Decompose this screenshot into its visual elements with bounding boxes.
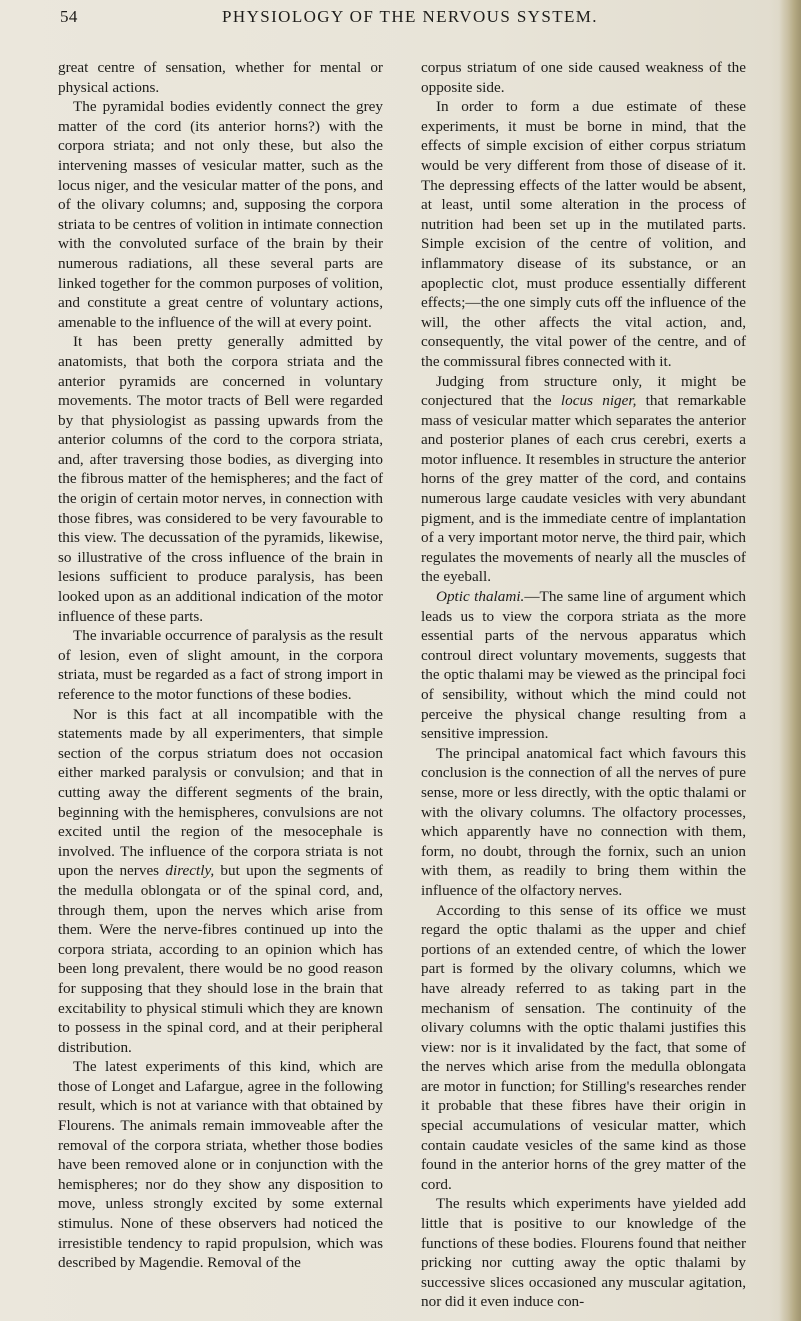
right-column (421, 58, 746, 1312)
page-header (60, 7, 760, 33)
text-run: Nor is this fact at all incompatible with the statements made by all experimenters, that simple section of the corpus striatum does not occasion either marked paralysis or convulsion; and that in cutting away the different segments of the brain, beginning with the hemispheres, convulsions are not excited until the region of the mesocephale is involved. The influence of the corpora striata is not upon the nerves (58, 705, 383, 880)
paragraph: The principal anatomical fact which favours this conclusion is the connection of all the nerves of pure sense, more or less directly, with the optic thalami or with the olivary columns. The olfactory processes, which apparently have no connection with them, form, no doubt, through the fornix, such an union with them, as readily to bring them within the influence of the olfactory nerves. (421, 744, 746, 899)
paragraph: The results which experiments have yielded add little that is positive to our knowledge of the functions of these bodies. Flourens found that neither pricking nor cutting away the optic thalami by successive slices occasioned any muscular agitation, nor did it even induce con- (421, 1195, 746, 1311)
paragraph (421, 372, 746, 588)
text-run: but upon the segments of the medulla oblongata or of the spinal cord, and, through them, upon the nerves which arise from them. Were the nerve-fibres continued up into the corpora striata, according to an opinion which has been long prevalent, there would be no good reason for supposing that they should lose in the brain that excitability to physical stimuli which they are known to possess in the spinal cord, and at their peripheral distribution. (58, 862, 383, 1056)
paragraph (421, 587, 746, 744)
section-heading-italic: Optic thalami. (436, 588, 525, 606)
paragraph: corpus striatum of one side caused weakness of the opposite side. (421, 59, 746, 96)
paragraph (58, 705, 383, 1058)
paragraph: According to this sense of its office we must regard the optic thalami as the upper and chief portions of an extended centre, of which the lower part is formed by the olivary columns, which we have already referred to as taking part in the mechanism of sensation. The continuity of the olivary columns with the optic thalami justifies this view: nor is it invalidated by the fact, that some of the nerves which arise from the medulla oblongata are motor in function; for Stilling's researches render it probable that these fibres have their origin in special accumulations of vesicular matter, which contain caudate vesicles of the same kind as those found in the anterior horns of the grey matter of the cord. (421, 901, 746, 1193)
paragraph: great centre of sensation, whether for mental or physical actions. (58, 59, 383, 96)
text-run: that remarkable mass of vesicular matter which separates the anterior and posterior planes of each crus cerebri, exerts a motor influence. It resembles in structure the anterior horns of the grey matter of the cord, and contains numerous large caudate vesicles with very abundant pigment, and is the immediate centre of implantation of a very important motor nerve, the third pair, which regulates the movements of nearly all the muscles of the eyeball. (421, 392, 746, 586)
paragraph: The invariable occurrence of paralysis as the result of lesion, even of slight amount, in the corpora striata, must be regarded as a fact of strong import in reference to the motor functions of these bodies. (58, 627, 383, 703)
italic-text: locus niger, (560, 392, 637, 410)
italic-text: directly, (165, 862, 215, 880)
page-number: 54 (60, 7, 78, 26)
text-run: —The same line of argument which leads us to view the corpora striata as the more essential parts of the nervous apparatus which controul direct voluntary movements, suggests that the optic thalami may be viewed as the principal foci of sensibility, without which the mind could not perceive the physical change resulting from a sensitive impression. (421, 588, 747, 743)
left-column (58, 58, 383, 1273)
running-title: PHYSIOLOGY OF THE NERVOUS SYSTEM. (222, 7, 598, 26)
page-edge-shadow (779, 0, 801, 1321)
paragraph: In order to form a due estimate of these experiments, it must be borne in mind, that the effects of simple excision of either corpus striatum would be very different from those of disease of it. The depressing effects of the latter would be absent, at least, until some alteration in the process of nutrition had been set up in the mutilated parts. Simple excision of the centre of volition, and inflammatory disease of its substance, or an apoplectic clot, must produce essentially different effects;—the one simply cuts off the influence of the will, the other affects the vital action, and, consequently, the vital power of the centre, and of the commissural fibres connected with it. (421, 98, 746, 370)
text-run: Judging from structure only, it might be conjectured that the (421, 372, 746, 410)
paragraph: It has been pretty generally admitted by anatomists, that both the corpora striata and the anterior pyramids are concerned in voluntary movements. The motor tracts of Bell were regarded by that physiologist as passing upwards from the anterior columns of the cord to the corpora striata, and, after traversing those bodies, as diverging into the fibrous matter of the hemispheres; and the fact of the origin of certain motor nerves, in connection with those fibres, was considered to be very favourable to this view. The decussation of the pyramids, likewise, so illustrative of the cross influence of the brain in lesions sufficient to produce paralysis, has been looked upon as an additional indication of the motor influence of these parts. (58, 333, 383, 625)
paragraph: The pyramidal bodies evidently connect the grey matter of the cord (its anterior horns?) with the corpora striata; and not only these, but also the intervening masses of vesicular matter, such as the locus niger, and the vesicular matter of the pons, and of the olivary columns; and, supposing the corpora striata to be centres of volition in intimate connection with the convoluted surface of the brain by their numerous radiations, all these several parts are linked together for the common purposes of volition, and constitute a great centre of voluntary actions, amenable to the influence of the will at every point. (58, 98, 383, 331)
paragraph: The latest experiments of this kind, which are those of Longet and Lafargue, agree in the following result, which is not at variance with that obtained by Flourens. The animals remain immoveable after the removal of the corpora striata, whether those bodies have been removed alone or in conjunction with the hemispheres; nor do they show any disposition to move, unless strongly excited by some external stimulus. None of these observers had noticed the irresistible tendency to rapid propulsion, which was described by Magendie. Removal of the (58, 1058, 383, 1272)
